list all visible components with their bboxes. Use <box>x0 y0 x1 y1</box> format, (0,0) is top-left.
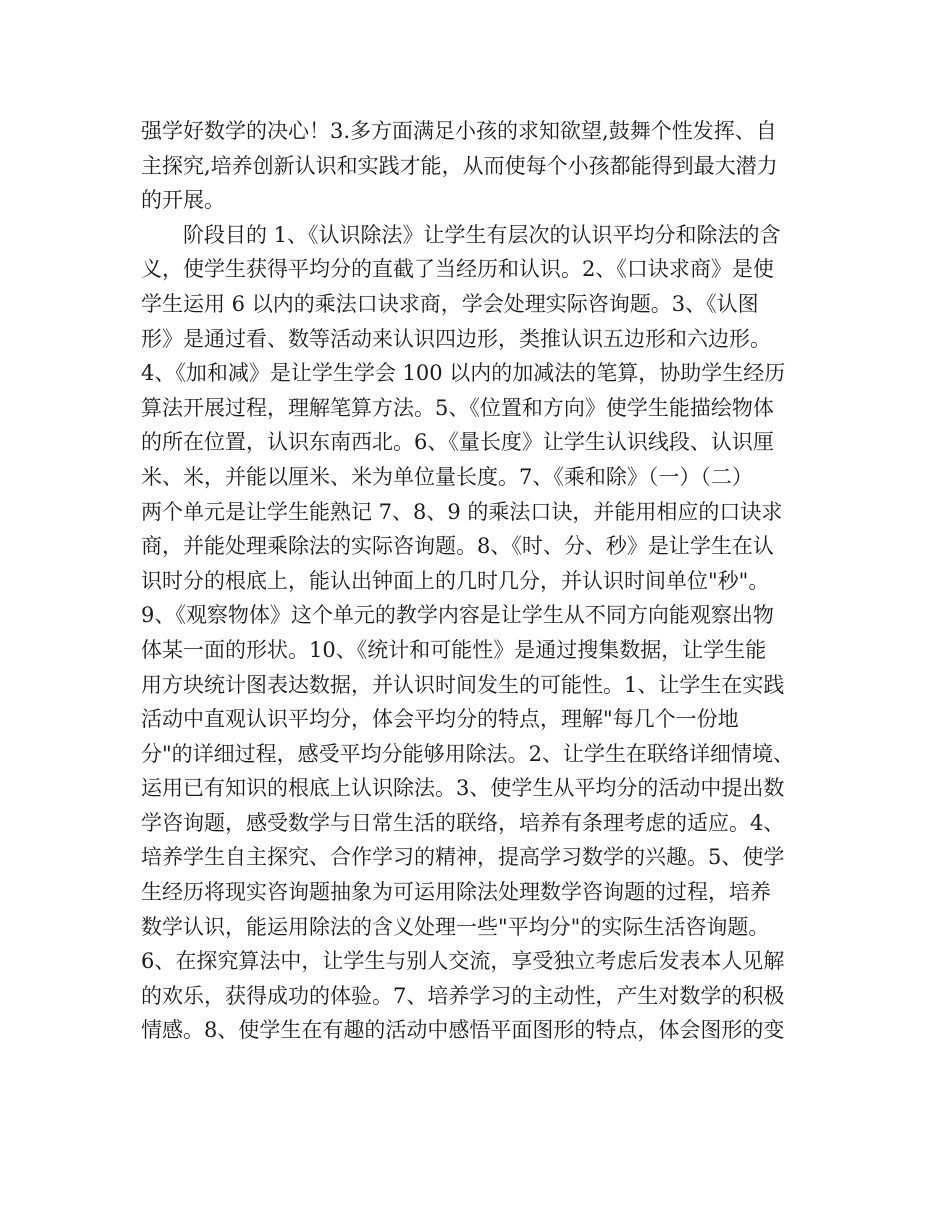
text-line: 强学好数学的决心！3.多方面满足小孩的求知欲望,鼓舞个性发挥、自 <box>141 119 777 143</box>
text-line: 米、米，并能以厘米、米为单位量长度。7、《乘和除》（一）（二） <box>141 464 753 489</box>
text-line: 分"的详细过程，感受平均分能够用除法。2、让学生在联络详细情境、 <box>141 741 795 766</box>
text-line: 的所在位置，认识东南西北。6、《量长度》让学生认识线段、认识厘 <box>141 430 774 455</box>
text-line: 义，使学生获得平均分的直截了当经历和认识。2、《口诀求商》是使 <box>141 257 774 282</box>
text-line: 体某一面的形状。10、《统计和可能性》是通过搜集数据，让学生能 <box>141 637 767 662</box>
text-line: 的欢乐，获得成功的体验。7、培养学习的主动性，产生对数学的积极 <box>141 983 785 1008</box>
text-line: 用方块统计图表达数据，并认识时间发生的可能性。1、让学生在实践 <box>141 672 785 697</box>
text-line: 9、《观察物体》这个单元的教学内容是让学生从不同方向能观察出物 <box>141 603 774 628</box>
text-line: 两个单元是让学生能熟记 7、8、9 的乘法口诀，并能用相应的口诀求 <box>141 499 783 524</box>
text-line: 识时分的根底上，能认出钟面上的几时几分，并认识时间单位"秒"。 <box>141 568 770 593</box>
text-line: 主探究,培养创新认识和实践才能，从而使每个小孩都能得到最大潜力 <box>141 153 778 178</box>
text-line: 4、《加和减》是让学生学会 100 以内的加减法的笔算，协助学生经历 <box>141 361 786 386</box>
text-line: 阶段目的 1、《认识除法》让学生有层次的认识平均分和除法的含 <box>141 222 781 247</box>
text-line: 学咨询题，感受数学与日常生活的联络，培养有条理考虑的适应。4、 <box>141 810 785 835</box>
text-line: 的开展。 <box>141 188 225 213</box>
text-line: 商，并能处理乘除法的实际咨询题。8、《时、分、秒》是让学生在认 <box>141 534 774 559</box>
text-line: 算法开展过程，理解笔算方法。5、《位置和方向》使学生能描绘物体 <box>141 395 774 420</box>
text-line: 生经历将现实咨询题抽象为可运用除法处理数学咨询题的过程，培养 <box>141 880 771 905</box>
text-line: 运用已有知识的根底上认识除法。3、使学生从平均分的活动中提出数 <box>141 776 785 801</box>
body-text <box>141 114 821 1048</box>
text-line: 数学认识，能运用除法的含义处理一些"平均分"的实际生活咨询题。 <box>141 914 770 939</box>
text-line: 学生运用 6 以内的乘法口诀求商，学会处理实际咨询题。3、《认图 <box>141 291 759 316</box>
text-line: 形》是通过看、数等活动来认识四边形，类推认识五边形和六边形。 <box>141 326 771 351</box>
text-line: 情感。8、使学生在有趣的活动中感悟平面图形的特点，体会图形的变 <box>141 1018 785 1043</box>
text-line: 培养学生自主探究、合作学习的精神，提高学习数学的兴趣。5、使学 <box>141 845 785 870</box>
text-line: 活动中直观认识平均分，体会平均分的特点，理解"每几个一份地 <box>141 707 739 732</box>
text-line: 6、在探究算法中，让学生与别人交流，享受独立考虑后发表本人见解 <box>141 949 785 974</box>
